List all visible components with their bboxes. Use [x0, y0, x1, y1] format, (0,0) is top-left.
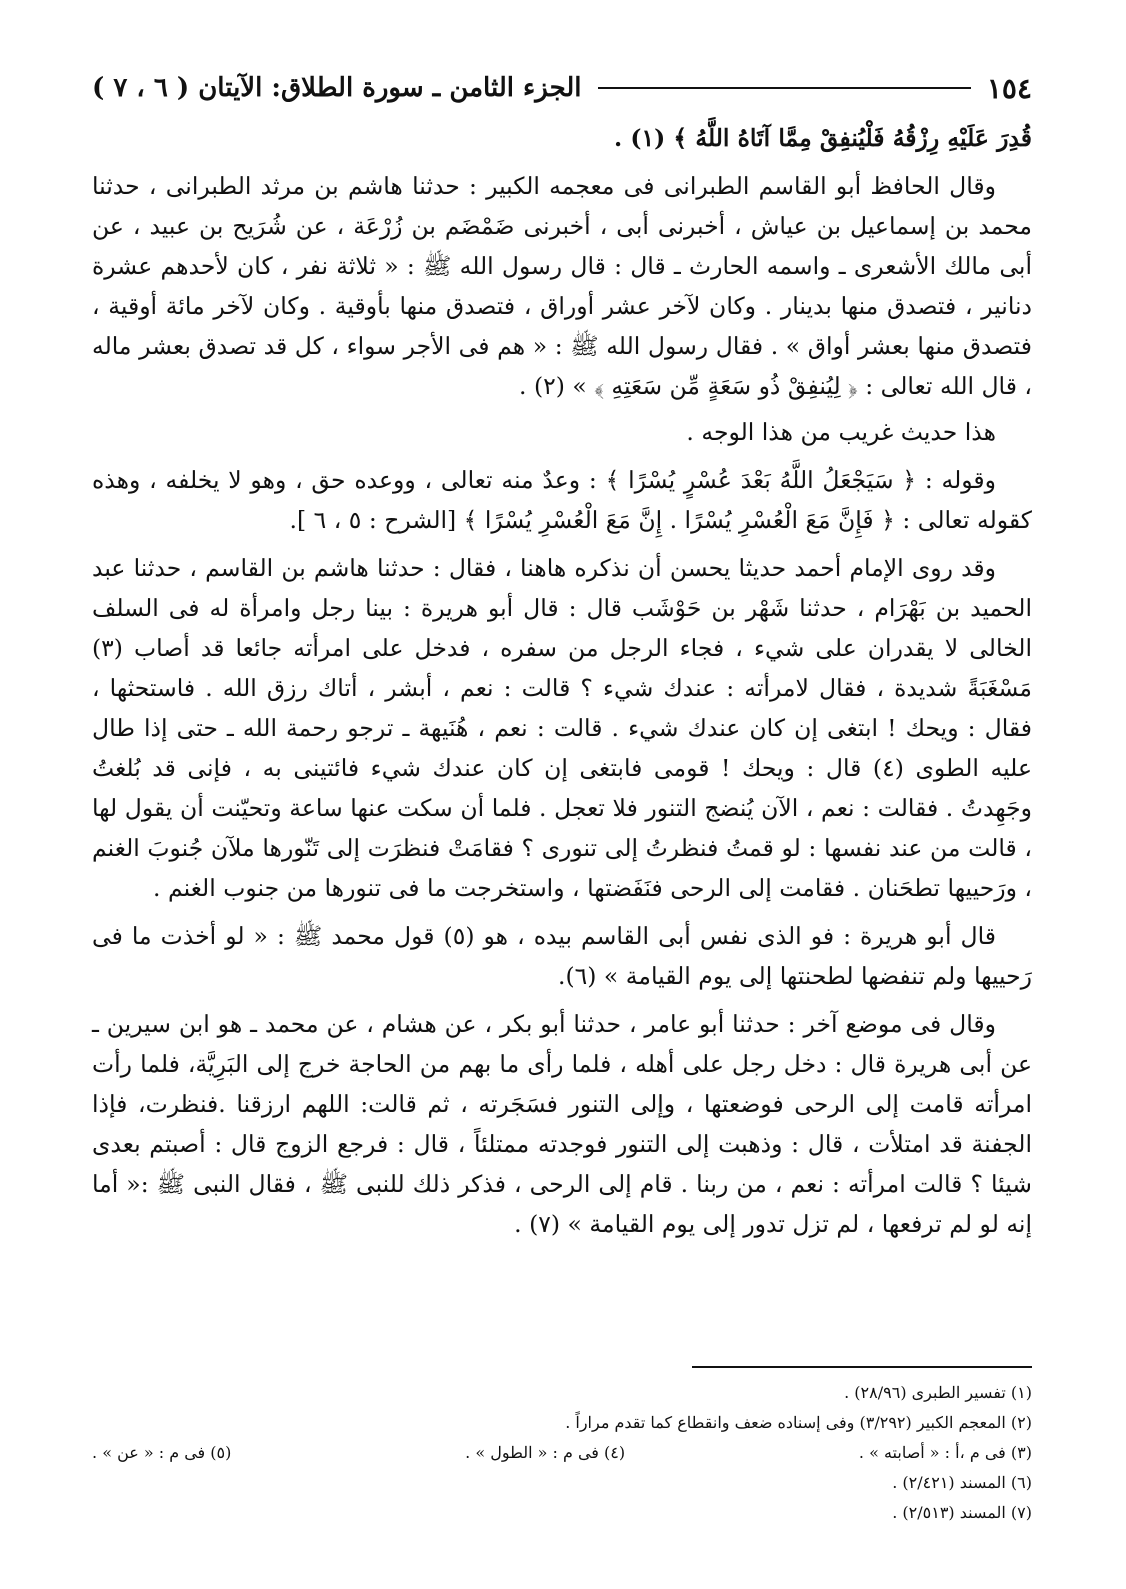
- paragraph-ahmad-hadith: وقد روى الإمام أحمد حديثا يحسن أن نذكره هاهنا ، فقال : حدثنا هاشم بن القاسم ، حدثنا عبد الحميد بن بَهْرَام ، حدثنا شَهْر بن حَوْشَب قال : قال أبو هريرة : بينا رجل وامرأة له فى السلف الخالى لا يقدران على شيء ، فجاء الرجل من سفره ، فدخل على امرأته جائعا قد أصاب (٣) مَسْغَبَةً شديدة ، فقال لامرأته : عندك شيء ؟ قالت : نعم ، أبشر ، أتاك رزق الله . فاستحثها ، فقال : ويحك ! ابتغى إن كان عندك شيء . قالت : نعم ، هُنَيهة ـ ترجو رحمة الله ـ حتى إذا طال عليه الطوى (٤) قال : ويحك ! قومى فابتغى إن كان عندك شيء فائتينى به ، فإنى قد بُلغتُ وجَهِدتُ . فقالت : نعم ، الآن يُنضج التنور فلا تعجل . فلما أن سكت عنها ساعة وتحيّنت أن يقول لها ، قالت من عند نفسها : لو قمتُ فنظرتُ إلى تنورى ؟ فقامَتْ فنظرَت إلى تَنّورها ملآن جُنوبَ الغنم ، ورَحييها تطحَنان . فقامت إلى الرحى فنَفَضتها ، واستخرجت ما فى تنورها من جنوب الغنم .: [92, 554, 1032, 902]
- paragraph-second-narration: وقال فى موضع آخر : حدثنا أبو عامر ، حدثنا أبو بكر ، عن هشام ، عن محمد ـ هو ابن سيرين ـ عن أبى هريرة قال : دخل رجل على أهله ، فلما رأى ما بهم من الحاجة خرج إلى البَرِيَّة، فلما رأت امرأته قامت إلى الرحى فوضعتها ، وإلى التنور فسَجَرته ، ثم قالت: اللهم ارزقنا .فنظرت، فإذا الجفنة قد امتلأت ، قال : وذهبت إلى التنور فوجدته ممتلئاً ، قال : فرجع الزوج قال : أصبتم بعدى شيئا ؟ قالت امرأته : نعم ، من ربنا . قام إلى الرحى ، فذكر ذلك للنبى ﷺ ، فقال النبى ﷺ :« أما إنه لو لم ترفعها ، لم تزل تدور إلى يوم القيامة » (٧) .: [92, 1010, 1032, 1238]
- footnote-5: (٥) فى م : « عن » .: [92, 1443, 232, 1462]
- footnote-3: (٣) فى م ،أ : « أصابته » .: [858, 1443, 1032, 1462]
- page-header: [92, 66, 1032, 110]
- header-rule: [598, 87, 971, 89]
- footnote-7: (٧) المسند (٢/٥١٣) .: [892, 1503, 1032, 1522]
- paragraph-verse-end: قُدِرَ عَلَيْهِ رِزْقُهُ فَلْيُنفِقْ مِمَّا آتَاهُ اللَّهُ ﴾ (١) .: [613, 124, 1032, 152]
- footnote-1: (١) تفسير الطبرى (٢٨/٩٦) .: [844, 1383, 1032, 1402]
- paragraph-abu-hurayra-oath: قال أبو هريرة : فو الذى نفس أبى القاسم بيده ، هو (٥) قول محمد ﷺ : « لو أخذت ما فى رَحييها ولم تنفضها لطحنتها إلى يوم القيامة » (٦).: [92, 922, 1032, 990]
- footnote-4: (٤) فى م : « الطول » .: [465, 1443, 626, 1462]
- paragraph-verse-commentary: وقوله : ﴿ سَيَجْعَلُ اللَّهُ بَعْدَ عُسْرٍ يُسْرًا ﴾ : وعدٌ منه تعالى ، ووعده حق ، وهو لا يخلفه ، وهذه كقوله تعالى : ﴿ فَإِنَّ مَعَ الْعُسْرِ يُسْرًا . إِنَّ مَعَ الْعُسْرِ يُسْرًا ﴾ [الشرح : ٥ ، ٦ ].: [92, 466, 1032, 534]
- main-text: [92, 118, 1032, 1250]
- footnote-row-3-5: [92, 1438, 1032, 1468]
- paragraph-tabarani-hadith: وقال الحافظ أبو القاسم الطبرانى فى معجمه الكبير : حدثنا هاشم بن مرثد الطبرانى ، حدثنا محمد بن إسماعيل بن عياش ، أخبرنى أبى ، أخبرنى ضَمْضَم بن زُرْعَة ، عن شُرَيح بن عبيد ، عن أبى مالك الأشعرى ـ واسمه الحارث ـ قال : قال رسول الله ﷺ : « ثلاثة نفر ، كان لأحدهم عشرة دنانير ، فتصدق منها بدينار . وكان لآخر عشر أوراق ، فتصدق منها بأوقية . وكان لآخر مائة أوقية ، فتصدق منها بعشر أواق » . فقال رسول الله ﷺ : « هم فى الأجر سواء ، كل قد تصدق بعشر ماله ، قال الله تعالى : ﴿ لِيُنفِقْ ذُو سَعَةٍ مِّن سَعَتِهِ ﴾ » (٢) .: [92, 172, 1032, 400]
- running-title: الجزء الثامن ـ سورة الطلاق: الآيتان ( ٦ ، ٧ ): [92, 73, 582, 103]
- paragraph-gharib: هذا حديث غريب من هذا الوجه .: [686, 418, 996, 446]
- footnote-6: (٦) المسند (٢/٤٢١) .: [892, 1473, 1032, 1492]
- footnote-separator: [692, 1366, 1032, 1368]
- page-number: ١٥٤: [986, 71, 1032, 105]
- footnote-2: (٢) المعجم الكبير (٣/٢٩٢) وفى إسناده ضعف وانقطاع كما تقدم مراراً .: [565, 1413, 1032, 1432]
- footnotes: [92, 1378, 1032, 1528]
